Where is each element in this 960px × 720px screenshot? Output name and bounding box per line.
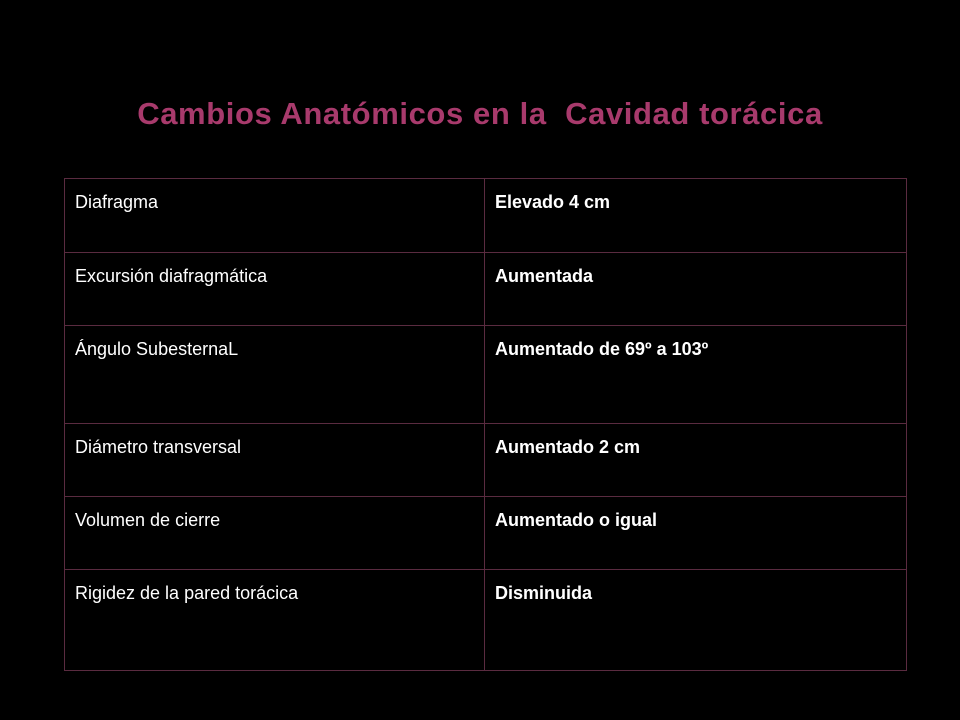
value-cell: Aumentado o igual bbox=[485, 497, 907, 570]
slide-title: Cambios Anatómicos en la Cavidad torácica bbox=[137, 96, 823, 131]
changes-table bbox=[64, 178, 907, 671]
table-row bbox=[65, 570, 907, 671]
table-row bbox=[65, 253, 907, 326]
value-cell: Aumentada bbox=[485, 253, 907, 326]
parameter-cell: Diámetro transversal bbox=[65, 424, 485, 497]
value-cell: Elevado 4 cm bbox=[485, 179, 907, 253]
table-row bbox=[65, 326, 907, 424]
table-row bbox=[65, 179, 907, 253]
value-cell: Disminuida bbox=[485, 570, 907, 671]
value-cell: Aumentado 2 cm bbox=[485, 424, 907, 497]
value-cell: Aumentado de 69º a 103º bbox=[485, 326, 907, 424]
parameter-cell: Diafragma bbox=[65, 179, 485, 253]
parameter-cell: Excursión diafragmática bbox=[65, 253, 485, 326]
parameter-cell: Rigidez de la pared torácica bbox=[65, 570, 485, 671]
parameter-cell: Volumen de cierre bbox=[65, 497, 485, 570]
table-row bbox=[65, 497, 907, 570]
table-row bbox=[65, 424, 907, 497]
parameter-cell: Ángulo SubesternaL bbox=[65, 326, 485, 424]
